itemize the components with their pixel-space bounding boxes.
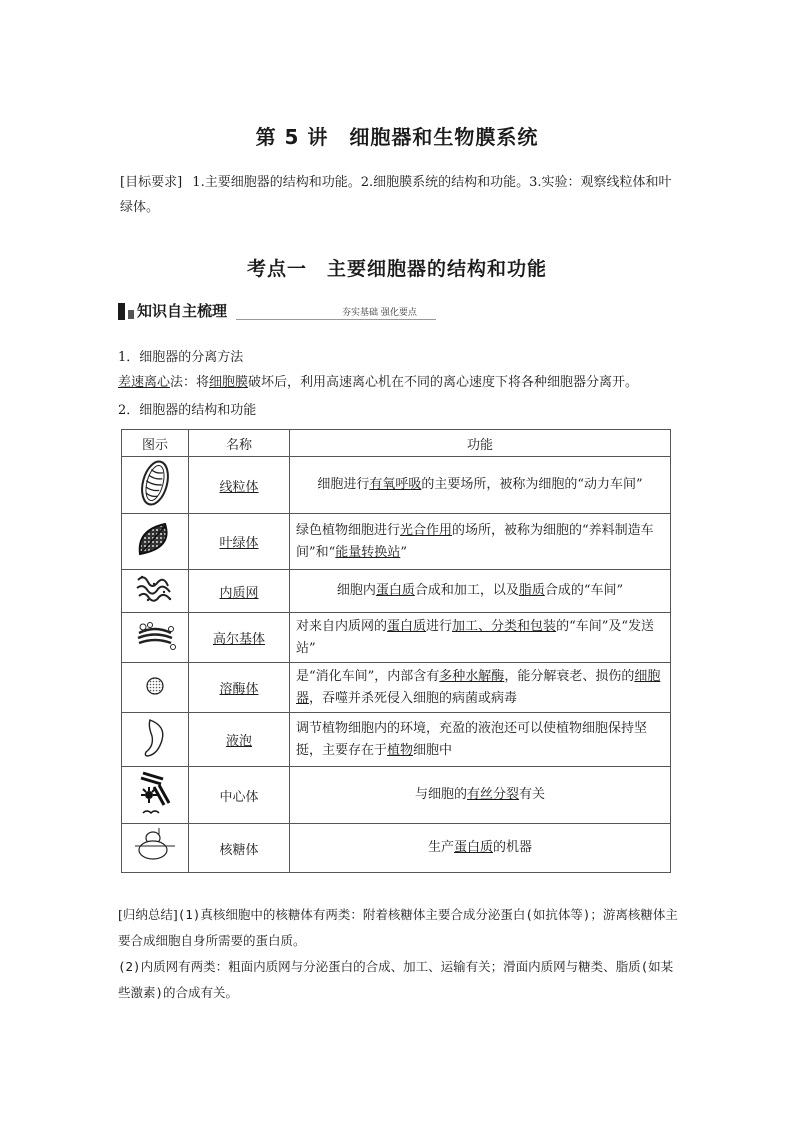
banner-square-icon [128, 310, 134, 319]
name-cell [189, 824, 290, 873]
key-term: 多种水解酶 [439, 668, 505, 684]
function-text: 的机器 [493, 840, 533, 855]
table-row [122, 663, 671, 713]
organelle-table [121, 429, 671, 873]
function-text: 细胞中 [413, 742, 453, 758]
header-function: 功能 [290, 430, 671, 457]
name-cell [189, 613, 290, 663]
function-cell [290, 613, 671, 663]
function-text: 有关 [519, 787, 546, 802]
banner-bar-icon [118, 303, 125, 320]
centrosome-icon [122, 767, 189, 824]
function-cell [290, 767, 671, 824]
function-text: 的“车间”及“发送站” [296, 618, 655, 656]
banner-label: 知识自主梳理 [137, 302, 228, 320]
table-header-row [122, 430, 671, 457]
key-term: 加工、分类和包装 [452, 618, 557, 634]
key-term: 蛋白质 [375, 583, 415, 598]
function-cell [290, 824, 671, 873]
function-text: 是“消化车间”，内部含有 [296, 668, 440, 684]
p1-text-2: 破坏后，利用高速离心机在不同的离心速度下将各种细胞器分离开。 [248, 375, 639, 390]
function-text: 调节植物细胞内的环境，充盈的液泡还可以使植物细胞保持坚挺，主要存在于 [296, 720, 648, 758]
banner-subtitle: 夯实基础 强化要点 [342, 308, 417, 318]
section-title: 考点一 主要细胞器的结构和功能 [246, 258, 547, 280]
key-term: 有氧呼吸 [369, 477, 422, 492]
function-text: 细胞进行 [317, 477, 370, 492]
table-row [122, 457, 671, 514]
key-term: 能量转换站 [335, 544, 401, 560]
organelle-name: 内质网 [219, 585, 259, 601]
summary-block [118, 902, 678, 1006]
organelle-name: 叶绿体 [219, 536, 259, 551]
function-text: ，吞噬并杀死侵入细胞的病菌或病毒 [309, 690, 518, 706]
paragraph-2-heading: 2．细胞器的结构和功能 [118, 403, 257, 418]
name-cell [189, 713, 290, 767]
table-row [122, 514, 671, 570]
function-text: 的主要场所，被称为细胞的“动力车间” [421, 477, 643, 492]
function-text: 合成和加工，以及 [414, 583, 519, 598]
organelle-name: 线粒体 [219, 479, 259, 495]
goals-label: [目标要求] [120, 175, 183, 190]
function-text: ” [400, 544, 407, 560]
name-cell [189, 514, 290, 570]
function-text: 与细胞的 [414, 787, 467, 802]
key-term: 有丝分裂 [466, 787, 519, 802]
page-title: 第 5 讲 细胞器和生物膜系统 [255, 125, 539, 149]
table-row [122, 613, 671, 663]
organelle-name: 高尔基体 [212, 632, 265, 647]
organelle-name: 中心体 [219, 789, 259, 805]
function-text: 绿色植物细胞进行 [296, 522, 401, 538]
paragraph-1-heading: 1．细胞器的分离方法 [118, 350, 244, 365]
table-row [122, 824, 671, 873]
name-cell [189, 570, 290, 613]
section-banner [118, 300, 436, 322]
key-term: 细胞器 [296, 668, 661, 706]
function-cell [290, 570, 671, 613]
header-name: 名称 [189, 430, 290, 457]
lysosome-icon [122, 663, 189, 713]
term-differential-centrifugation: 差速离心 [118, 375, 171, 390]
organelle-name: 液泡 [225, 734, 252, 749]
golgi-icon [122, 613, 189, 663]
function-cell [290, 713, 671, 767]
function-text: 合成的“车间” [544, 583, 624, 598]
learning-goals [120, 170, 680, 220]
function-text: ，能分解衰老、损伤的 [504, 668, 635, 684]
key-term: 脂质 [518, 583, 545, 598]
paragraph-1-body [118, 372, 638, 394]
mitochondrion-icon [122, 457, 189, 514]
summary-para-1 [118, 902, 678, 954]
function-text: 的场所，被称为细胞的“养料制造车间”和“ [296, 522, 654, 560]
header-figure: 图示 [122, 430, 189, 457]
ribosome-icon [122, 824, 189, 873]
key-term: 植物 [387, 742, 414, 758]
function-text: 生产 [427, 840, 454, 855]
table-row [122, 767, 671, 824]
table-row [122, 570, 671, 613]
organelle-name: 溶酶体 [219, 682, 259, 697]
vacuole-icon [122, 713, 189, 767]
er-icon [122, 570, 189, 613]
function-cell [290, 514, 671, 570]
banner-divider [236, 319, 436, 320]
function-text: 对来自内质网的 [296, 618, 388, 634]
function-text: 细胞内 [336, 583, 376, 598]
function-text: 进行 [426, 618, 453, 634]
name-cell [189, 767, 290, 824]
p1-text-1: 法：将 [170, 375, 210, 390]
key-term: 光合作用 [400, 522, 453, 538]
summary-text-1: (1)真核细胞中的核糖体有两类：附着核糖体主要合成分泌蛋白(如抗体等)；游离核糖体主要合成细胞自身所需要的蛋白质。 [118, 907, 678, 948]
summary-label: [归纳总结] [118, 907, 178, 922]
chloroplast-icon [122, 514, 189, 570]
table-row [122, 713, 671, 767]
term-cell-membrane: 细胞膜 [209, 375, 249, 390]
goals-text: 1.主要细胞器的结构和功能。2.细胞膜系统的结构和功能。3.实验：观察线粒体和叶绿体。 [120, 175, 672, 215]
summary-para-2: (2)内质网有两类：粗面内质网与分泌蛋白的合成、加工、运输有关；滑面内质网与糖类、脂质(如某些激素)的合成有关。 [118, 959, 674, 1000]
organelle-name: 核糖体 [219, 842, 259, 858]
key-term: 蛋白质 [453, 840, 493, 855]
key-term: 蛋白质 [387, 618, 427, 634]
name-cell [189, 457, 290, 514]
function-cell [290, 457, 671, 514]
name-cell [189, 663, 290, 713]
function-cell [290, 663, 671, 713]
